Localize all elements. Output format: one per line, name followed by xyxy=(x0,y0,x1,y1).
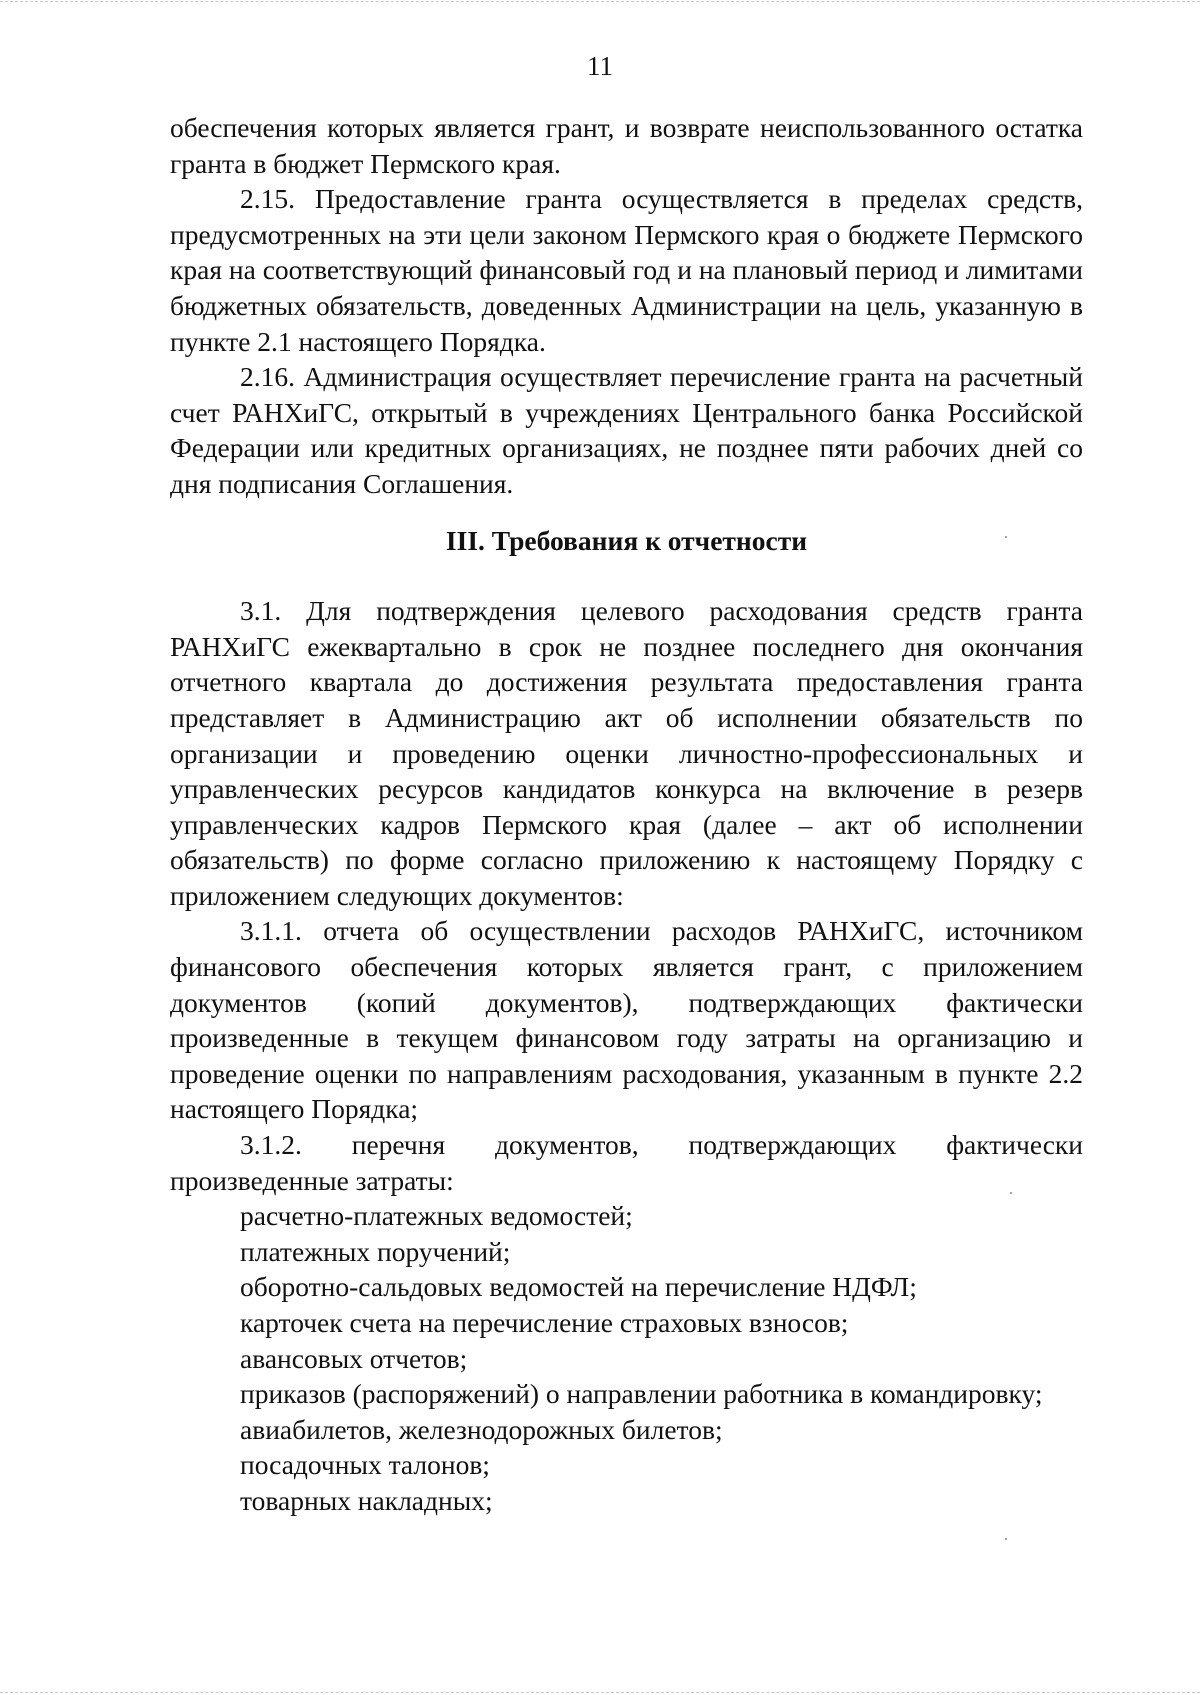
page-number: 11 xyxy=(587,51,613,81)
list-item: товарных накладных; xyxy=(240,1484,493,1516)
scan-edge-bottom xyxy=(0,1692,1200,1693)
list-item: расчетно-платежных ведомостей; xyxy=(240,1200,633,1232)
list-item: авиабилетов, железнодорожных билетов; xyxy=(240,1413,723,1445)
scan-edge-top xyxy=(0,1,1200,2)
paragraph-3-1-1: 3.1.1. отчета об осуществлении расходов РАНХиГС, источником финансового обеспечения которых является грант, с приложением документов (копий документов), подтверждающих фактически произведенные в текущем финансовом году затраты на организацию и проведение оценки по направлениям расходования, указанным в пункте 2.2 настоящего Порядка; xyxy=(170,915,1083,1125)
list-item: посадочных талонов; xyxy=(240,1449,490,1481)
paragraph-2-15: 2.15. Предоставление гранта осуществляется в пределах средств, предусмотренных на эти цели законом Пермского края о бюджете Пермского края на соответствующий финансовый год и на плановый период и лимитами бюджетных обязательств, доведенных Администрации на цель, указанную в пункте 2.1 настоящего Порядка. xyxy=(170,183,1083,357)
paragraph-3-1-2: 3.1.2. перечня документов, подтверждающих фактически произведенные затраты: xyxy=(170,1129,1083,1196)
list-item: оборотно-сальдовых ведомостей на перечисление НДФЛ; xyxy=(240,1271,917,1303)
scan-speck xyxy=(1010,1192,1012,1194)
paragraph-2-16: 2.16. Администрация осуществляет перечисление гранта на расчетный счет РАНХиГС, открытый в учреждениях Центрального банка Российской Федерации или кредитных организациях, не позднее пяти рабочих дней со дня подписания Соглашения. xyxy=(170,361,1083,499)
scan-speck xyxy=(1005,536,1007,538)
document-body xyxy=(170,110,1083,1519)
list-item: карточек счета на перечисление страховых взносов; xyxy=(240,1307,849,1338)
paragraph-continuation: обеспечения которых является грант, и возврате неиспользованного остатка гранта в бюджет Пермского края. xyxy=(170,112,1083,179)
paragraph-3-1: 3.1. Для подтверждения целевого расходования средств гранта РАНХиГС ежеквартально в срок не позднее последнего дня окончания отчетного квартала до достижения результата предоставления гранта представляет в Администрацию акт об исполнении обязательств по организации и проведению оценки личностно-профессиональных и управленческих ресурсов кандидатов конкурса на включение в резерв управленческих кадров Пермского края (далее – акт об исполнении обязательств) по форме согласно приложению к настоящему Порядку с приложением следующих документов: xyxy=(170,595,1083,911)
scan-speck xyxy=(1005,1538,1007,1540)
list-item: платежных поручений; xyxy=(240,1235,511,1267)
list-item: авансовых отчетов; xyxy=(240,1342,468,1374)
section-heading: III. Требования к отчетности xyxy=(445,524,808,556)
list-item: приказов (распоряжений) о направлении работника в командировку; xyxy=(240,1378,1043,1410)
document-list xyxy=(170,1198,1083,1518)
